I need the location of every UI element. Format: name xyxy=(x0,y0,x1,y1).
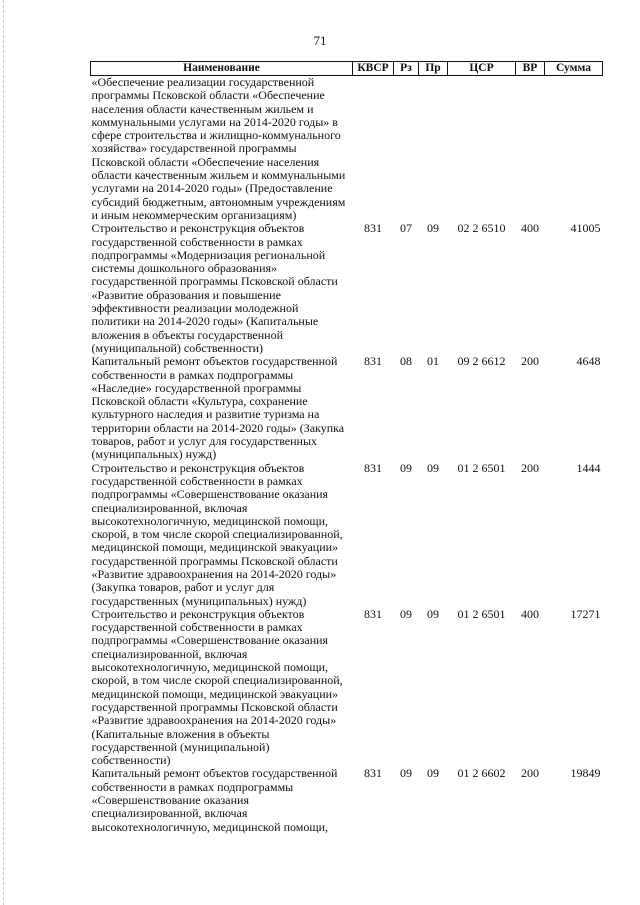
row-kvsr: 831 xyxy=(364,606,382,621)
header-rz: Рз xyxy=(394,62,419,76)
row-rz: 07 xyxy=(400,221,412,236)
scan-edge-line xyxy=(3,0,5,905)
row-rz: 09 xyxy=(400,766,412,781)
row-kvsr: 831 xyxy=(364,354,382,369)
table-row xyxy=(91,767,603,833)
row-sum xyxy=(545,76,603,223)
row-vr: 200 xyxy=(521,766,539,781)
header-name: Наименование xyxy=(91,62,353,76)
row-name: «Обеспечение реализации государственной программы Псковской области «Обеспечение населения области качественным жильем и коммунальными услугами на 2014-2020 годы» в сфере строительства и жилищно-коммунального хозяйства» государственной программы Псковской области «Обеспечение населения области качественным жильем и коммунальными услугами на 2014-2020 годы» (Предоставление субсидий бюджетным, автономным учреждениям и иным некоммерческим организациям) xyxy=(91,75,346,222)
row-vr: 400 xyxy=(521,606,539,621)
row-csr: 02 2 6510 xyxy=(457,221,506,236)
row-pr: 09 xyxy=(427,221,439,236)
row-sum: 41005 xyxy=(570,221,601,236)
row-sum: 1444 xyxy=(576,460,601,475)
row-rz: 09 xyxy=(400,606,412,621)
row-sum: 19849 xyxy=(570,766,601,781)
row-pr: 09 xyxy=(427,460,439,475)
row-kvsr: 831 xyxy=(364,766,382,781)
row-csr: 01 2 6501 xyxy=(457,460,506,475)
header-csr: ЦСР xyxy=(448,62,516,76)
row-name: Строительство и реконструкция объектов государственной собственности в рамках подпрограммы «Совершенствование оказания специализированной, включая высокотехнологичную, медицинской помощи, скорой, в том числе скорой специализированной, медицинской помощи, медицинской эвакуации» государственной программы Псковской области «Развитие здравоохранения на 2014-2020 годы» (Капитальные вложения в объекты государственной (муниципальной) собственности) xyxy=(91,606,343,768)
table-header xyxy=(91,62,603,76)
table-row xyxy=(91,76,603,223)
table-row xyxy=(91,462,603,608)
table-row xyxy=(91,608,603,768)
row-rz: 08 xyxy=(400,354,412,369)
table-row xyxy=(91,355,603,461)
table-body xyxy=(91,76,603,834)
table-row xyxy=(91,222,603,355)
row-sum: 4648 xyxy=(576,354,601,369)
row-kvsr xyxy=(353,76,394,223)
row-pr: 01 xyxy=(427,354,439,369)
row-rz: 09 xyxy=(400,460,412,475)
header-vr: ВР xyxy=(516,62,545,76)
row-kvsr: 831 xyxy=(364,221,382,236)
row-csr xyxy=(448,76,516,223)
row-csr: 01 2 6602 xyxy=(457,766,506,781)
row-name: Строительство и реконструкция объектов государственной собственности в рамках подпрограммы «Совершенствование оказания специализированной, включая высокотехнологичную, медицинской помощи, скорой, в том числе скорой специализированной, медицинской помощи, медицинской эвакуации» государственной программы Псковской области «Развитие здравоохранения на 2014-2020 годы» (Закупка товаров, работ и услуг для государственных (муниципальных) нужд) xyxy=(91,460,343,608)
header-pr: Пр xyxy=(419,62,448,76)
row-sum: 17271 xyxy=(570,606,601,621)
row-vr: 400 xyxy=(521,221,539,236)
row-pr: 09 xyxy=(427,766,439,781)
row-csr: 01 2 6501 xyxy=(457,606,506,621)
row-pr: 09 xyxy=(427,606,439,621)
header-kvsr: КВСР xyxy=(353,62,394,76)
row-vr xyxy=(516,76,545,223)
budget-table xyxy=(90,61,603,834)
row-name: Строительство и реконструкция объектов государственной собственности в рамках подпрограммы «Модернизация региональной системы дошкольного образования» государственной программы Псковской области «Развитие образования и повышение эффективности реализации молодежной политики на 2014-2020 годы» (Капитальные вложения в объекты государственной (муниципальной) собственности) xyxy=(91,221,338,355)
row-pr xyxy=(419,76,448,223)
row-rz xyxy=(394,76,419,223)
row-name: Капитальный ремонт объектов государственной собственности в рамках подпрограммы «Наследие» государственной программы Псковской области «Культура, сохранение культурного наследия и развитие туризма на территории области на 2014-2020 годы» (Закупка товаров, работ и услуг для государственных (муниципальных) нужд) xyxy=(91,354,345,462)
page-number: 71 xyxy=(313,33,327,48)
row-vr: 200 xyxy=(521,354,539,369)
row-vr: 200 xyxy=(521,460,539,475)
row-kvsr: 831 xyxy=(364,460,382,475)
row-name: Капитальный ремонт объектов государственной собственности в рамках подпрограммы «Совершенствование оказания специализированной, включая высокотехнологичную, медицинской помощи, xyxy=(91,766,338,834)
row-csr: 09 2 6612 xyxy=(457,354,506,369)
header-sum: Сумма xyxy=(545,62,603,76)
